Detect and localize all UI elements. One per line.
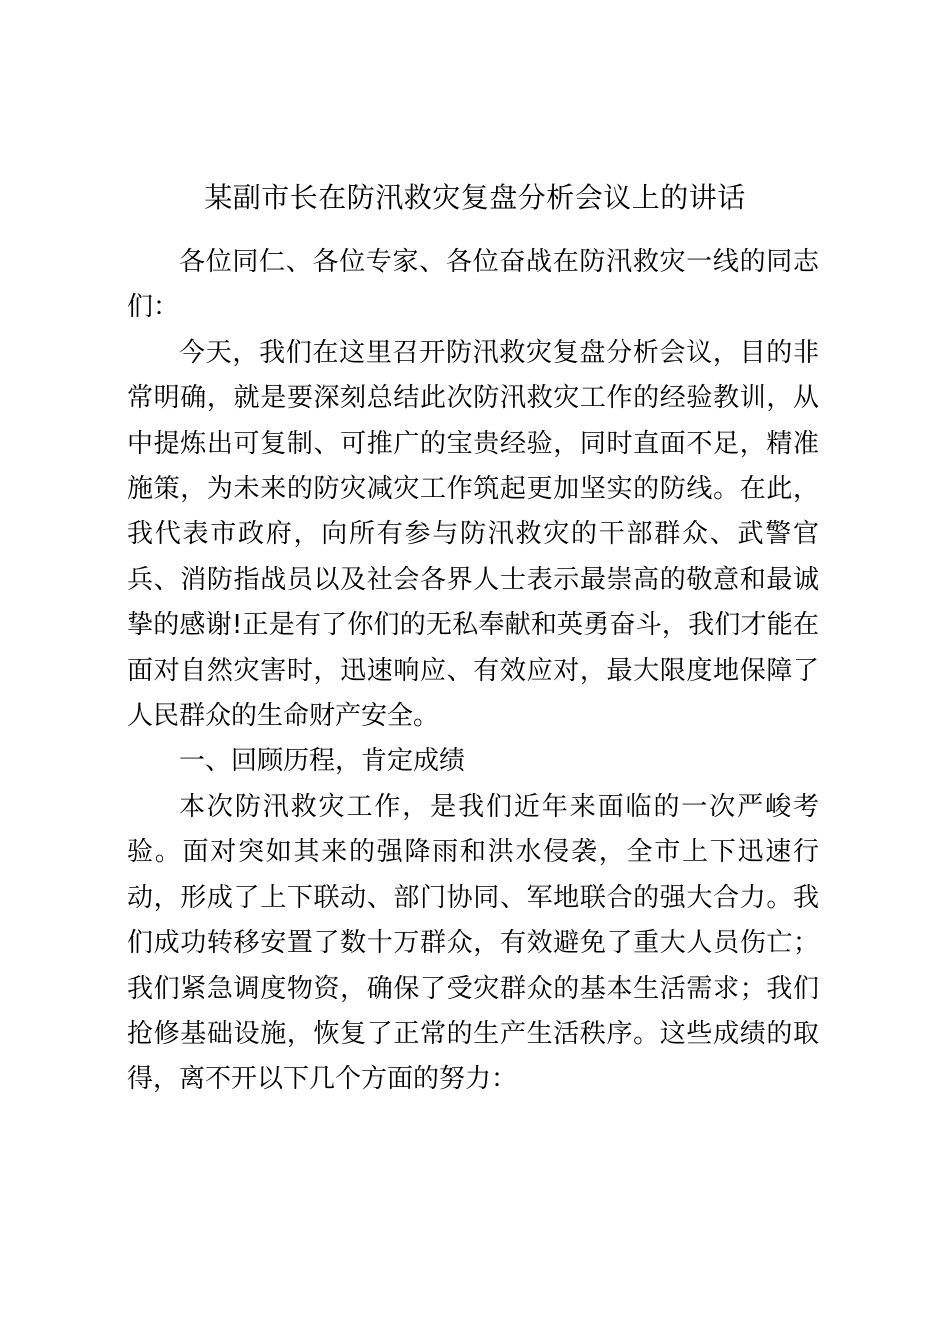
section-heading: 一、回顾历程，肯定成绩 xyxy=(179,746,466,777)
document-title: 某副市长在防汛救灾复盘分析会议上的讲话 xyxy=(204,181,746,214)
opening-paragraph: 今天，我们在这里召开防汛救灾复盘分析会议，目的非常明确，就是要深刻总结此次防汛救灾工作的经验教训，从中提炼出可复制、可推广的宝贵经验，同时直面不足，精准施策，为未来的防灾减灾工作筑起更加坚实的防线。在此，我代表市政府，向所有参与防汛救灾的干部群众、武警官兵、消防指战员以及社会各界人士表示最崇高的敬意和最诚挚的感谢!正是有了你们的无私奉献和英勇奋斗，我们才能在面对自然灾害时，迅速响应、有效应对，最大限度地保障了人民群众的生命财产安全。 xyxy=(127,337,819,732)
document-body xyxy=(127,240,819,1103)
body-paragraph: 本次防汛救灾工作，是我们近年来面临的一次严峻考验。面对突如其来的强降雨和洪水侵袭，全市上下迅速行动，形成了上下联动、部门协同、军地联合的强大合力。我们成功转移安置了数十万群众，有效避免了重大人员伤亡；我们紧急调度物资，确保了受灾群众的基本生活需求；我们抢修基础设施，恢复了正常的生产生活秩序。这些成绩的取得，离不开以下几个方面的努力： xyxy=(127,791,819,1095)
salutation-paragraph: 各位同仁、各位专家、各位奋战在防汛救灾一线的同志们： xyxy=(127,247,819,323)
